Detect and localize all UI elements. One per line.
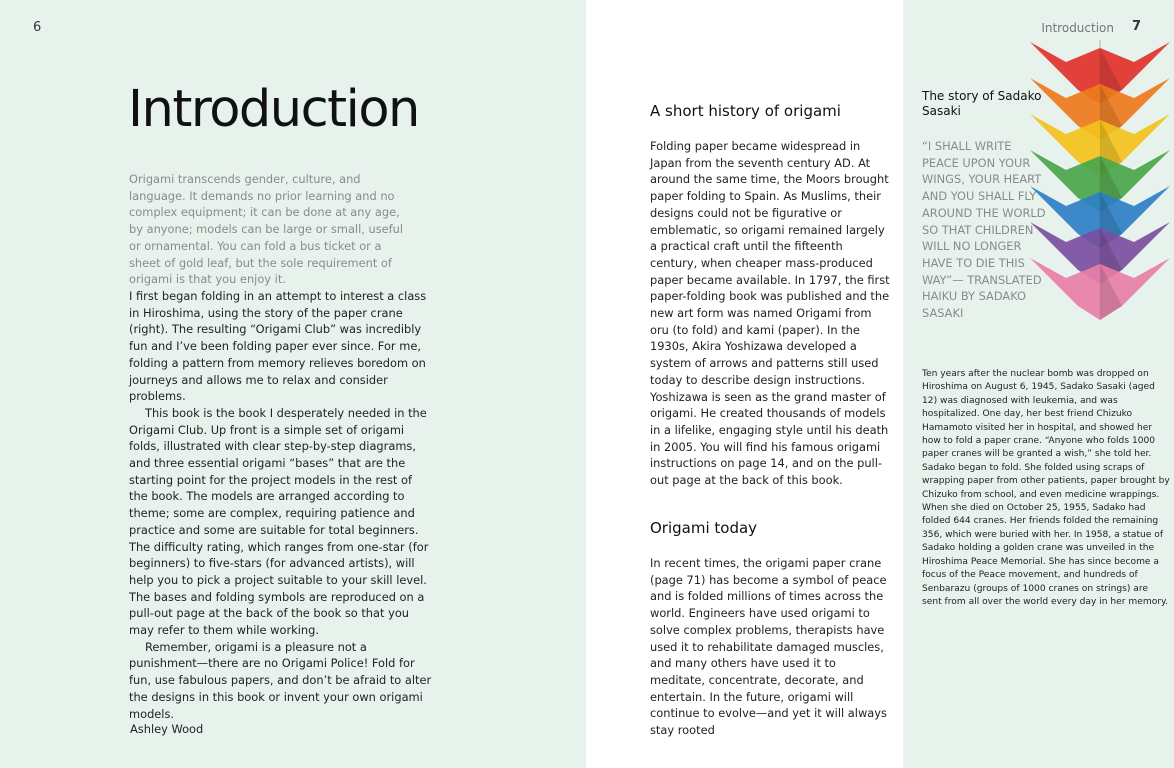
sidebar-story-text: Ten years after the nuclear bomb was dropped on Hiroshima on August 6, 1945, Sadako Sasaki (aged 12) was diagnosed with leukemia, and was hospitalized. One day, her best friend Chizuko Hamamoto visited her in hospital, and showed her how to fold a paper crane. “Anyone who folds 1000 paper cranes will be granted a wish,” she told her. Sadako began to fold. She folded using scraps of wrapping paper from other patients, paper brought by Chizuko from school, and even medicine wrappings. When she died on October 25, 1955, Sadako had folded 644 cranes. Her friends folded the remaining 356, which were buried with her. In 1958, a statue of Sadako holding a golden crane was unveiled in the Hiroshima Peace Memorial. She has since become a focus of the Peace movement, and hundreds of Senbarazu (groups of 1000 cranes on strings) are sent from all over the world every day in her memory.: [922, 369, 1170, 607]
intro-lead-paragraph: Origami transcends gender, culture, and language. It demands no prior learning and no complex equipment; it can be done at any age, by anyone; models can be large or small, useful or ornamental. You can fold a bus ticket or a sheet of gold leaf, but the sole requirement of origami is that you enjoy it.: [129, 172, 404, 287]
history-text: Folding paper became widespread in Japan from the seventh century AD. At around the same time, the Moors brought paper folding to Spain. As Muslims, their designs could not be figurative or emblematic, so origami remained largely a practical craft until the fifteenth century, when cheaper mass-produced paper became available. In 1797, the first paper-folding book was published and the new art form was named Origami from oru (to fold) and kami (paper). In the 1930s, Akira Yoshizawa developed a system of arrows and patterns still used today to describe design instructions. Yoshizawa is seen as the grand master of origami. He created thousands of models in a lifelike, engaging style until his death in 2005. You will find his famous origami instructions on page 14, and on the pull-out page at the back of this book.: [650, 139, 890, 488]
today-text: In recent times, the origami paper crane (page 71) has become a symbol of peace and is folded millions of times across the world. Engineers have used origami to solve complex problems, therapists have used it to rehabilitate damaged muscles, and many others have used it to meditate, concentrate, decorate, and entertain. In the future, origami will continue to evolve—and yet it will always stay rooted: [650, 556, 887, 738]
history-heading: A short history of origami: [650, 102, 841, 120]
intro-body: [129, 288, 434, 722]
sidebar-haiku: “I SHALL WRITE PEACE UPON YOUR WINGS, YOUR HEART AND YOU SHALL FLY AROUND THE WORLD SO THAT CHILDREN WILL NO LONGER HAVE TO DIE THIS WAY”— TRANSLATED HAIKU BY SADAKO SASAKI: [922, 139, 1046, 321]
intro-paragraph: I first began folding in an attempt to interest a class in Hiroshima, using the story of the paper crane (right). The resulting “Origami Club” was incredibly fun and I’ve been folding paper ever since. For me, folding a pattern from memory relieves boredom on journeys and allows me to relax and consider problems.: [129, 289, 427, 404]
paper-cranes-illustration: [1030, 40, 1174, 340]
today-heading: Origami today: [650, 519, 758, 537]
right-page-number: 7: [1131, 19, 1141, 34]
intro-paragraph: This book is the book I desperately needed in the Origami Club. Up front is a simple set of origami folds, illustrated with clear step-by-step diagrams, and three essential origami “bases” that are the starting point for the project models in the rest of the book. The models are arranged according to theme; some are complex, requiring patience and practice and some are suitable for total beginners. The difficulty rating, which ranges from one-star (for beginners) to five-stars (for advanced artists), will help you to pick a project suitable to your skill level. The bases and folding symbols are reproduced on a pull-out page at the back of the book so that you may refer to them while working.: [129, 405, 429, 638]
sidebar-heading: The story of Sadako Sasaki: [922, 89, 1042, 118]
running-head: Introduction: [1041, 21, 1114, 35]
author-signature: Ashley Wood: [130, 722, 204, 736]
intro-paragraph: Remember, origami is a pleasure not a punishment—there are no Origami Police! Fold for fun, use fabulous papers, and don’t be afraid to alter the designs in this book or invent your own origami models.: [129, 639, 432, 721]
page-title: Introduction: [128, 80, 419, 139]
left-page-number: 6: [33, 20, 42, 35]
